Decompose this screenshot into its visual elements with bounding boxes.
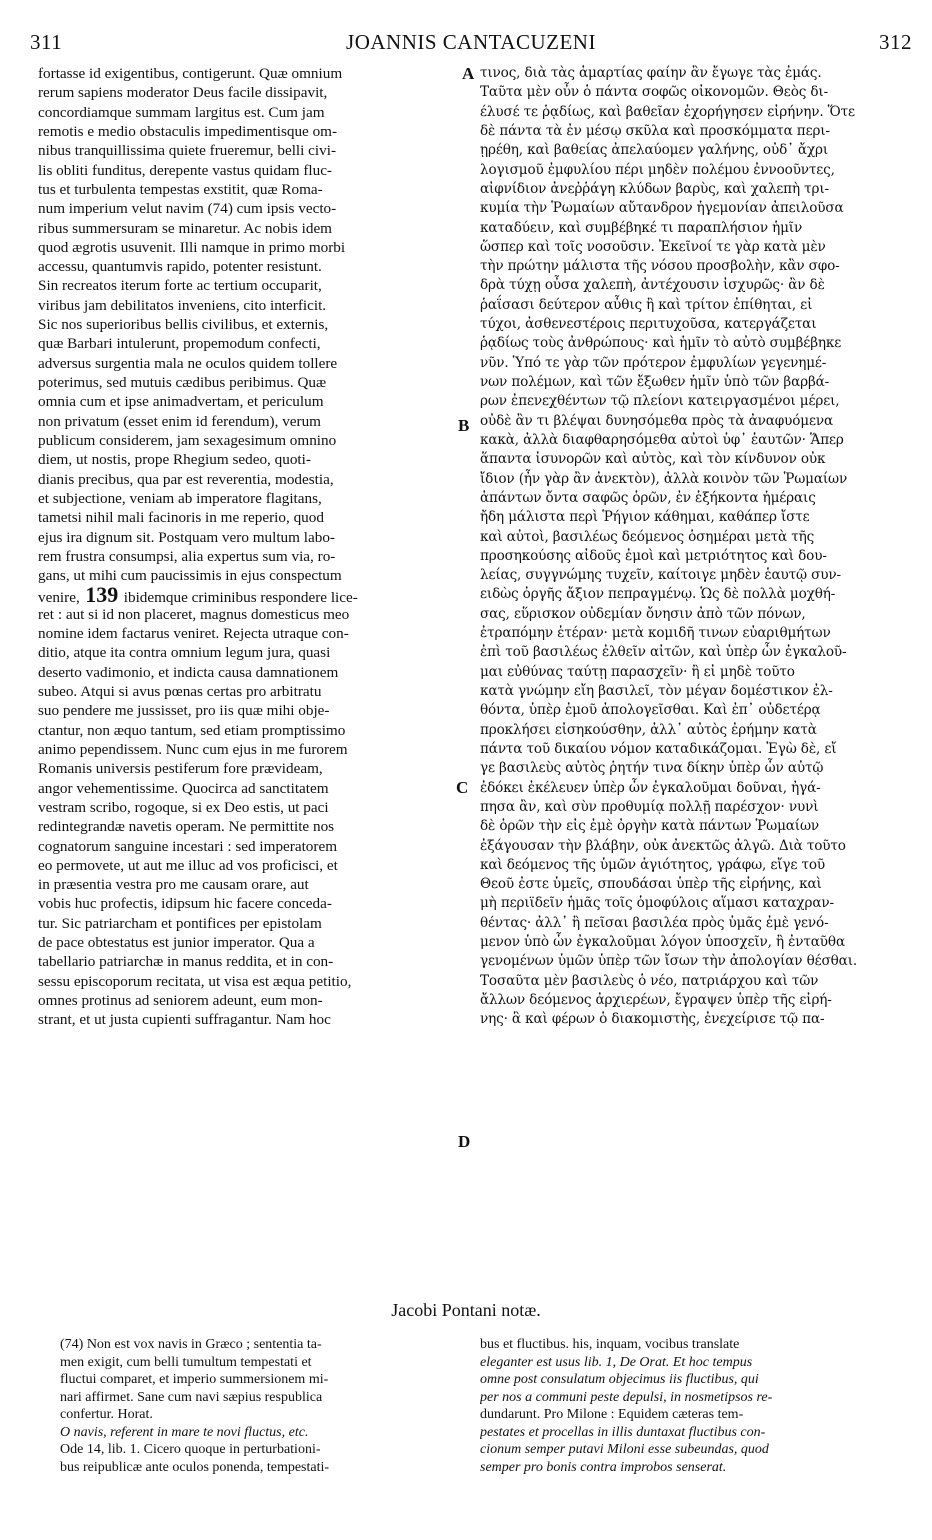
section-marker-c: C bbox=[456, 778, 469, 797]
running-head bbox=[30, 30, 912, 60]
greek-line: δὲ ὁρῶν τὴν εἰς ἐμὲ ὀργὴν κατὰ πάντων Ῥωμαίων bbox=[480, 818, 820, 835]
latin-line: adversus surgentia mala ne oculos quidem tollere bbox=[38, 354, 338, 372]
greek-line: ῥαΐσασι δεύτερον αὖθις ἢ καὶ τρίτον ἐπίθηται, εἰ bbox=[480, 296, 813, 313]
greek-line: ἐτραπόμην ἑτέραν· μετὰ κομιδῆ τινων εὐαριθμήτων bbox=[480, 625, 831, 642]
greek-line: Θεοῦ ἐστε ὑμεῖς, σπουδάσαι ὑπὲρ τῆς εἰρήνης, καὶ bbox=[480, 876, 822, 893]
greek-line: ἐπὶ τοῦ βασιλέως ἐλθεῖν αἰτῶν, καὶ ὑπὲρ ὧν ἐγκαλοῦ- bbox=[480, 644, 847, 661]
note-line: pestates et procellas in illis duntaxat fluctibus con- bbox=[480, 1424, 766, 1440]
greek-line: πησα ἂν, καὶ σὺν προθυμίᾳ πολλῇ παρέσχον· νυνὶ bbox=[480, 798, 819, 815]
page-number-left: 311 bbox=[30, 30, 63, 54]
latin-line: vobis huc profectis, idipsum hic facere conceda- bbox=[38, 895, 332, 913]
latin-line: venire, 139 ibidemque criminibus respondere lice- bbox=[38, 582, 358, 608]
greek-line: οὐδὲ ἂν τι βλέψαι δυνησόμεθα πρὸς τὰ ἀναφυόμενα bbox=[480, 412, 833, 429]
note-line: men exigit, cum belli tumultum tempestati et bbox=[60, 1354, 312, 1370]
latin-line: redintegrandæ navetis operam. Ne permittite nos bbox=[38, 818, 335, 836]
latin-line: gans, ut mihi cum paucissimis in ejus conspectum bbox=[38, 567, 342, 585]
latin-line: Romanis universis pestiferum fore prævideam, bbox=[38, 760, 323, 778]
note-line: O navis, referent in mare te novi fluctus, etc. bbox=[60, 1424, 309, 1440]
greek-line: τινος, διὰ τὰς ἁμαρτίας φαίην ἂν ἔγωγε τὰς ἐμάς. bbox=[480, 65, 822, 81]
note-line: bus et fluctibus. his, inquam, vocibus translate bbox=[480, 1337, 740, 1352]
greek-line: λείας, συγγνώμης τυχεῖν, καίτοιγε μηδὲν ἑαυτῷ συν- bbox=[480, 567, 841, 584]
latin-line: rerum sapiens moderator Deus facile dissipavit, bbox=[38, 84, 328, 102]
greek-line: κακὰ, ἀλλὰ διαφθαρησόμεθα αὐτοὶ ὑφ᾽ ἑαυτῶν· Ἅπερ bbox=[480, 431, 844, 448]
latin-line: tus et turbulenta tempestas exstitit, quæ Roma- bbox=[38, 180, 323, 198]
latin-line: angor vehementissime. Quocirca ad sanctitatem bbox=[38, 779, 329, 797]
greek-line: τύχοι, ἀσθενεστέροις περιτυχοῦσα, κατεργάζεται bbox=[480, 316, 817, 333]
greek-line: κατὰ γνώμην εἴη βασιλεῖ, τὸν μέγαν δομέστικον ἐλ- bbox=[480, 683, 833, 699]
greek-line: νων πολέμων, καὶ τῶν ἔξωθεν ἡμῖν ὑπὸ τῶν βαρβά- bbox=[480, 374, 830, 390]
latin-line: animo pependissem. Nunc cum ejus in me furorem bbox=[38, 740, 348, 758]
note-line: omne post consulatum objecimus iis fluctibus, qui bbox=[480, 1372, 759, 1387]
latin-line: ret : aut si id non placeret, magnus domesticus meo bbox=[38, 605, 350, 623]
latin-line: poterimus, sed mutuis cædibus peribimus. Quæ bbox=[38, 374, 327, 391]
greek-line: ἐδόκει ἐκέλευεν ὑπὲρ ὧν ἐγκαλοῦμαι δοῦναι, ἠγά- bbox=[480, 779, 821, 796]
latin-line: viribus jam debilitatos inveniens, cito interficit. bbox=[38, 296, 327, 314]
latin-line: lis obliti funditus, derepente vastus quidam fluc- bbox=[38, 161, 332, 179]
latin-line: diem, ut nostis, prope Rhegium sedeo, quoti- bbox=[38, 451, 311, 469]
latin-line: nibus tranquillissima quiete frueremur, belli civi- bbox=[38, 142, 337, 160]
greek-line: μὴ περιϊδεῖν ἡμᾶς τοῖς ὁμοφύλοις αἵμασι καταχραν- bbox=[480, 895, 834, 912]
notes-right-column bbox=[480, 1336, 910, 1476]
latin-line: tabellario patriarchæ in manus reddita, et in con- bbox=[38, 953, 334, 971]
greek-line: καὶ αὐτοὶ, βασιλέως δεόμενος ὁσημέραι μετὰ τῆς bbox=[480, 528, 815, 545]
greek-line: σας, εὕρισκον οὐδεμίαν ὄνησιν ἀπὸ τῶν πόνων, bbox=[480, 605, 806, 622]
note-line: Ode 14, lib. 1. Cicero quoque in perturbationi- bbox=[60, 1442, 321, 1457]
note-line: (74) Non est vox navis in Græco ; sententia ta- bbox=[60, 1337, 322, 1352]
greek-line: γενομένων ὑμῶν ὑπὲρ τῶν ἴσων τὴν ἀπολογίαν θέσθαι. bbox=[480, 953, 858, 970]
section-marker-b: B bbox=[458, 416, 470, 435]
greek-line: μαι εὐθύνας ταύτῃ παρασχεῖν· ἢ εἰ μηδὲ τοῦτο bbox=[480, 663, 795, 680]
section-marker-d: D bbox=[458, 1132, 471, 1151]
greek-line: Τοσαῦτα μὲν βασιλεὺς ὁ νέο, πατριάρχου καὶ τῶν bbox=[480, 972, 819, 989]
latin-line: concordiamque summam largitus est. Cum jam bbox=[38, 103, 325, 121]
inline-page-marker: 139 bbox=[79, 582, 124, 608]
latin-line: ribus summersuram se minaretur. Ac nobis idem bbox=[38, 219, 332, 237]
greek-line: ἅπαντα ἰσυνορῶν καὶ αὐτὸς, καὶ τὸν κίνδυνον οὐκ bbox=[480, 451, 826, 468]
greek-line: ειδὼς ὀργῆς ἄξιον πεπραγμένῳ. Ὡς δὲ πολλὰ μοχθή- bbox=[480, 586, 836, 603]
latin-line: tur. Sic patriarcham et pontifices per epistolam bbox=[38, 914, 322, 932]
latin-line: suo pendere me jussisset, pro iis quæ mihi obje- bbox=[38, 702, 330, 720]
latin-line: tametsi nihil mali facinoris in me reperio, quod bbox=[38, 509, 324, 527]
section-marker-a: A bbox=[462, 64, 475, 83]
greek-line: καταδύειν, καὶ συμβέβηκέ τι παραπλήσιον ἡμῖν bbox=[480, 219, 803, 236]
greek-line: ἁπάντων ὄντα σαφῶς ὁρῶν, ἐν ἑξήκοντα ἡμέραις bbox=[480, 489, 816, 506]
latin-line: deserto vadimonio, et indicta causa damnationem bbox=[38, 663, 339, 681]
greek-line: ῥᾳδίως τοὺς ἀνθρώπους· καὶ ἡμῖν τὸ αὐτὸ συμβέβηκε bbox=[480, 335, 842, 352]
latin-line: de pace obtestatus est junior imperator. Qua a bbox=[38, 934, 315, 952]
note-line: confertur. Horat. bbox=[60, 1407, 153, 1422]
latin-line: et subjectione, veniam ab imperatore flagitans, bbox=[38, 489, 322, 507]
greek-line: ὥσπερ καὶ τοῖς νοσοῦσιν. Ἐκεῖνοί τε γὰρ κατὰ μὲν bbox=[480, 238, 826, 255]
greek-line: αἰφνίδιον ἀνεῤῥάγη κλύδων βαρὺς, καὶ χαλεπὴ τρι- bbox=[480, 180, 829, 197]
latin-line: Sin recreatos iterum forte ac tertium occuparit, bbox=[38, 277, 322, 295]
latin-line: fortasse id exigentibus, contigerunt. Quæ omnium bbox=[38, 65, 343, 82]
greek-line: πάντα τοῦ δικαίου νόμον καταδικάζομαι. Ἐγὼ δὲ, εἴ bbox=[480, 740, 837, 757]
greek-line: γε βασιλεὺς αὐτὸς ῥητήν τινα δίκην ὑπὲρ ὧν αὐτῷ bbox=[480, 760, 824, 777]
latin-line: num imperium velut navim (74) cum ipsis vecto- bbox=[38, 200, 337, 218]
greek-line: προσηκούσης αἰδοῦς ἐμοὶ καὶ μετριότητος καὶ δου- bbox=[480, 547, 827, 564]
latin-line: sessu episcoporum recitata, ut visa est æqua petitio, bbox=[38, 972, 352, 990]
latin-line: cognatorum sanguine incestari : sed imperatorem bbox=[38, 837, 338, 855]
latin-line: omnia cum et ipse animadvertam, et periculum bbox=[38, 393, 324, 411]
greek-line: ἐξάγουσαν τὴν βλάβην, οὐκ ἀνεκτῶς ἀλγῶ. Διὰ τοῦτο bbox=[480, 837, 846, 854]
note-line: fluctui comparet, et imperio summersionem mi- bbox=[60, 1372, 329, 1387]
greek-line: νῦν. Ὑπό τε γὰρ τῶν πρότερον ἐμφυλίων γεγενημέ- bbox=[480, 354, 827, 371]
latin-line: ctantur, non æquo tantum, sed etiam promptissimo bbox=[38, 721, 346, 739]
note-line: bus reipublicæ ante oculos ponenda, tempestati- bbox=[60, 1459, 330, 1475]
greek-line: καὶ δεόμενος τῆς ὑμῶν ἁγιότητος, γράφω, εἴγε τοῦ bbox=[480, 856, 825, 873]
greek-line: δρὰ τύχῃ οὖσα χαλεπὴ, ἀντέχουσιν ἰσχυρῶς· ἂν δὲ bbox=[480, 277, 825, 294]
greek-line: έλυσέ τε ῥᾳδίως, καὶ βαθεῖαν ἐχορήγησεν εἰρήνην. Ὅτε bbox=[480, 103, 855, 120]
latin-line: subeo. Atqui si avus pœnas certas pro arbitratu bbox=[38, 683, 322, 700]
greek-line: ἴδιον (ἦν γὰρ ἂν ἀνεκτὸν), ἀλλὰ κοινὸν τῶν Ῥωμαίων bbox=[480, 470, 848, 487]
greek-line: κυμία τὴν Ῥωμαίων αὔτανδρον ἡγεμονίαν ἀπειλοῦσα bbox=[480, 200, 844, 217]
latin-line: Sic nos superioribus bellis civilibus, et externis, bbox=[38, 316, 329, 334]
greek-line: θόντα, ὑπὲρ ἐμοῦ ἀπολογεῖσθαι. Καὶ ἐπ᾽ οὐδετέρᾳ bbox=[480, 702, 821, 719]
greek-line: λογισμοῦ ἐμφυλίου πέρι μηδὲν πολέμου ἐννοοῦντες, bbox=[480, 161, 835, 178]
latin-column bbox=[38, 64, 456, 1030]
greek-line: ῃρέθη, καὶ βαθείας ἀπελαύομεν γαλήνης, οὐδ᾽ ἄχρι bbox=[480, 142, 829, 159]
latin-line: in præsentia vestra pro me causam orare, aut bbox=[38, 876, 309, 894]
note-line: dundarunt. Pro Milone : Equidem cæteras tem- bbox=[480, 1407, 744, 1422]
latin-line: publicum considerem, jam sexagesimum omnino bbox=[38, 431, 337, 449]
greek-line: προκλήσει εἰσηκούσθην, ἀλλ᾽ αὐτὸς ἐρήμην κατὰ bbox=[480, 721, 817, 738]
note-line: eleganter est usus lib. 1, De Orat. Et hoc tempus bbox=[480, 1354, 753, 1370]
latin-line: nomine idem factarus veniret. Rejecta utraque con- bbox=[38, 625, 349, 643]
greek-column bbox=[480, 64, 918, 1030]
note-line: nari affirmet. Sane cum navi sæpius respublica bbox=[60, 1389, 323, 1405]
latin-line: remotis e medio obstaculis impedimentisque om- bbox=[38, 122, 338, 140]
running-title: JOANNIS CANTACUZENI bbox=[346, 30, 596, 54]
note-line: semper pro bonis contra improbos senserat. bbox=[480, 1459, 727, 1475]
greek-line: ἄλλων δεόμενος ἀρχιερέων, ἔγραψεν ὑπὲρ τῆς εἰρή- bbox=[480, 992, 832, 1008]
latin-line: strant, et ut justa cupienti suffragantur. Nam hoc bbox=[38, 1011, 331, 1029]
latin-line: non privatum (esset enim id ferendum), verum bbox=[38, 412, 322, 430]
greek-line: μενον ὑπὸ ὧν ἐγκαλοῦμαι λόγον ὑποσχεῖν, ἢ ἐνταῦθα bbox=[480, 934, 845, 951]
latin-line: ditio, atque ita contra omnium legum jura, quasi bbox=[38, 644, 331, 662]
latin-line: ejus ira dignum sit. Postquam vero multum labo- bbox=[38, 528, 335, 546]
greek-line: νης· ἃ καὶ φέρων ὁ διακομιστὴς, ἐνεχείρισε τῷ πα- bbox=[480, 1011, 825, 1028]
latin-line: vestram scribo, rogoque, si ex Deo estis, ut paci bbox=[38, 798, 329, 816]
note-line: cionum semper putavi Miloni esse subeundas, quod bbox=[480, 1442, 769, 1457]
latin-line: eo permovete, ut aut me illuc ad vos proficisci, et bbox=[38, 856, 338, 874]
notes-heading: Jacobi Pontani notæ. bbox=[391, 1300, 541, 1320]
notes-left-column bbox=[60, 1336, 460, 1476]
greek-line: ρων ἐπενεχθέντων τῷ πλείονι κατειργασμένοι μέρει, bbox=[480, 393, 840, 410]
latin-line: omnes protinus ad seniorem adeunt, eum mon- bbox=[38, 992, 323, 1009]
greek-line: ἤδη μάλιστα περὶ Ῥήγιον κάθημαι, καθάπερ ἴστε bbox=[480, 509, 810, 526]
latin-line: accessu, quantumvis rapido, potenter resistunt. bbox=[38, 258, 322, 276]
greek-line: θέντας· ἀλλ᾽ ἢ πεῖσαι βασιλέα πρὸς ὑμᾶς ἐμὲ γενό- bbox=[480, 914, 829, 931]
latin-line: quod ægrotis usuvenit. Illi namque in primo morbi bbox=[38, 238, 346, 256]
greek-line: δὲ πάντα τὰ ἐν μέσῳ σκῦλα καὶ προσκόμματα περι- bbox=[480, 122, 830, 139]
page-number-right: 312 bbox=[879, 30, 912, 54]
latin-line: dianis precibus, qua par est reverentia, modestia, bbox=[38, 470, 334, 488]
greek-line: τὴν πρώτην μάλιστα τῆς νόσου προσβολὴν, κἂν σφο- bbox=[480, 258, 840, 275]
latin-line: quæ Barbari intulerunt, propemodum confecti, bbox=[38, 335, 321, 353]
note-line: per nos a communi peste depulsi, in nosmetipsos re- bbox=[480, 1389, 773, 1405]
greek-line: Ταῦτα μὲν οὖν ὁ πάντα σοφῶς οἰκονομῶν. Θεὸς δι- bbox=[480, 84, 829, 101]
latin-line: rem frustra consumpsi, alia expertus sum via, ro- bbox=[38, 547, 336, 565]
